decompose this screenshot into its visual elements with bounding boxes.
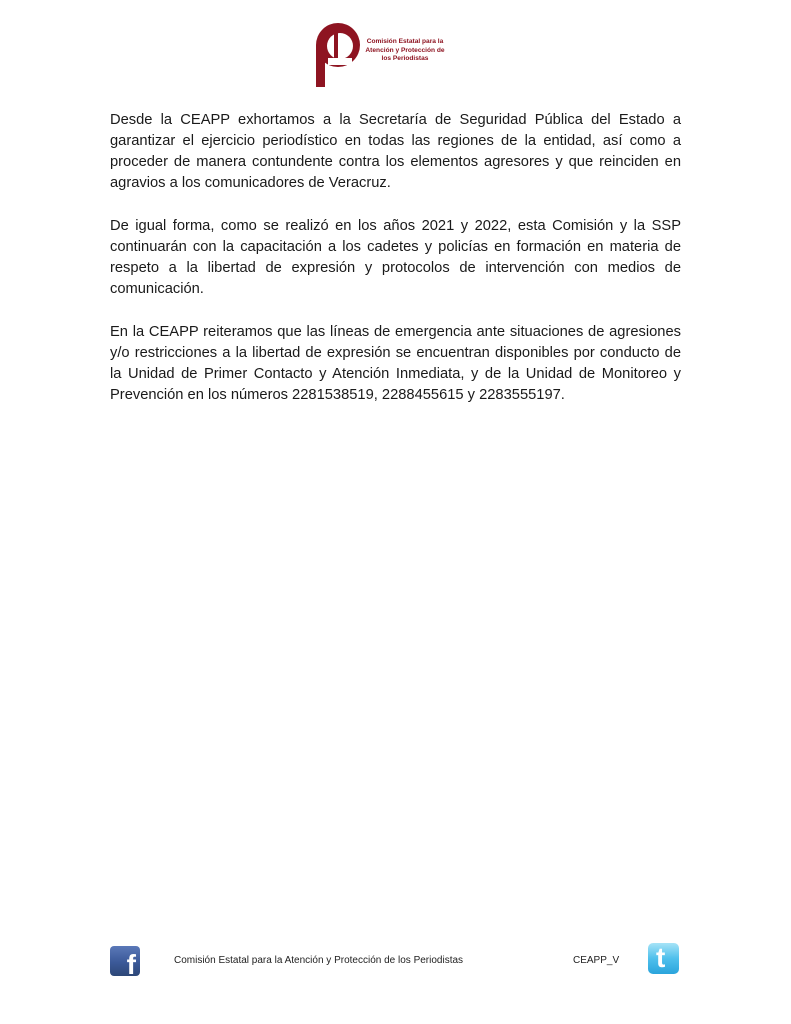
logo-text-line-1: Comisión Estatal para la bbox=[366, 38, 444, 45]
logo-text-line-2: Atención y Protección de bbox=[365, 46, 445, 54]
facebook-icon[interactable]: f bbox=[110, 946, 140, 976]
paragraph-1: Desde la CEAPP exhortamos a la Secretaría de Seguridad Pública del Estado a garantizar el ejercicio periodístico en todas las regiones de la entidad, así como a proceder de manera contundente contra los elementos agresores y que reinciden en agravios a los comunicadores de Veracruz. bbox=[110, 112, 681, 191]
document-body bbox=[110, 110, 681, 428]
paragraph-3: En la CEAPP reiteramos que las líneas de emergencia ante situaciones de agresiones y/o restricciones a la libertad de expresión se encuentran disponibles por conducto de la Unidad de Primer Contacto y Atención Inmediata, y de la Unidad de Monitoreo y Prevención en los números 2281538519, 2288455615 y 2283555197. bbox=[110, 324, 681, 403]
paragraph-2: De igual forma, como se realizó en los años 2021 y 2022, esta Comisión y la SSP continuarán con la capacitación a los cadetes y policías en formación en materia de respeto a la libertad de expresión y protocolos de intervención con medios de comunicación. bbox=[110, 218, 681, 297]
footer-org-name: Comisión Estatal para la Atención y Protección de los Periodistas bbox=[174, 955, 464, 966]
ceapp-logo bbox=[312, 21, 445, 87]
page-footer bbox=[0, 940, 791, 980]
footer-twitter-handle[interactable]: CEAPP_V bbox=[573, 955, 620, 966]
logo-text-line-3: los Periodistas bbox=[381, 55, 429, 62]
logo-text bbox=[364, 38, 446, 64]
twitter-icon[interactable]: t bbox=[648, 943, 679, 974]
ceapp-logo-mark bbox=[312, 21, 364, 87]
